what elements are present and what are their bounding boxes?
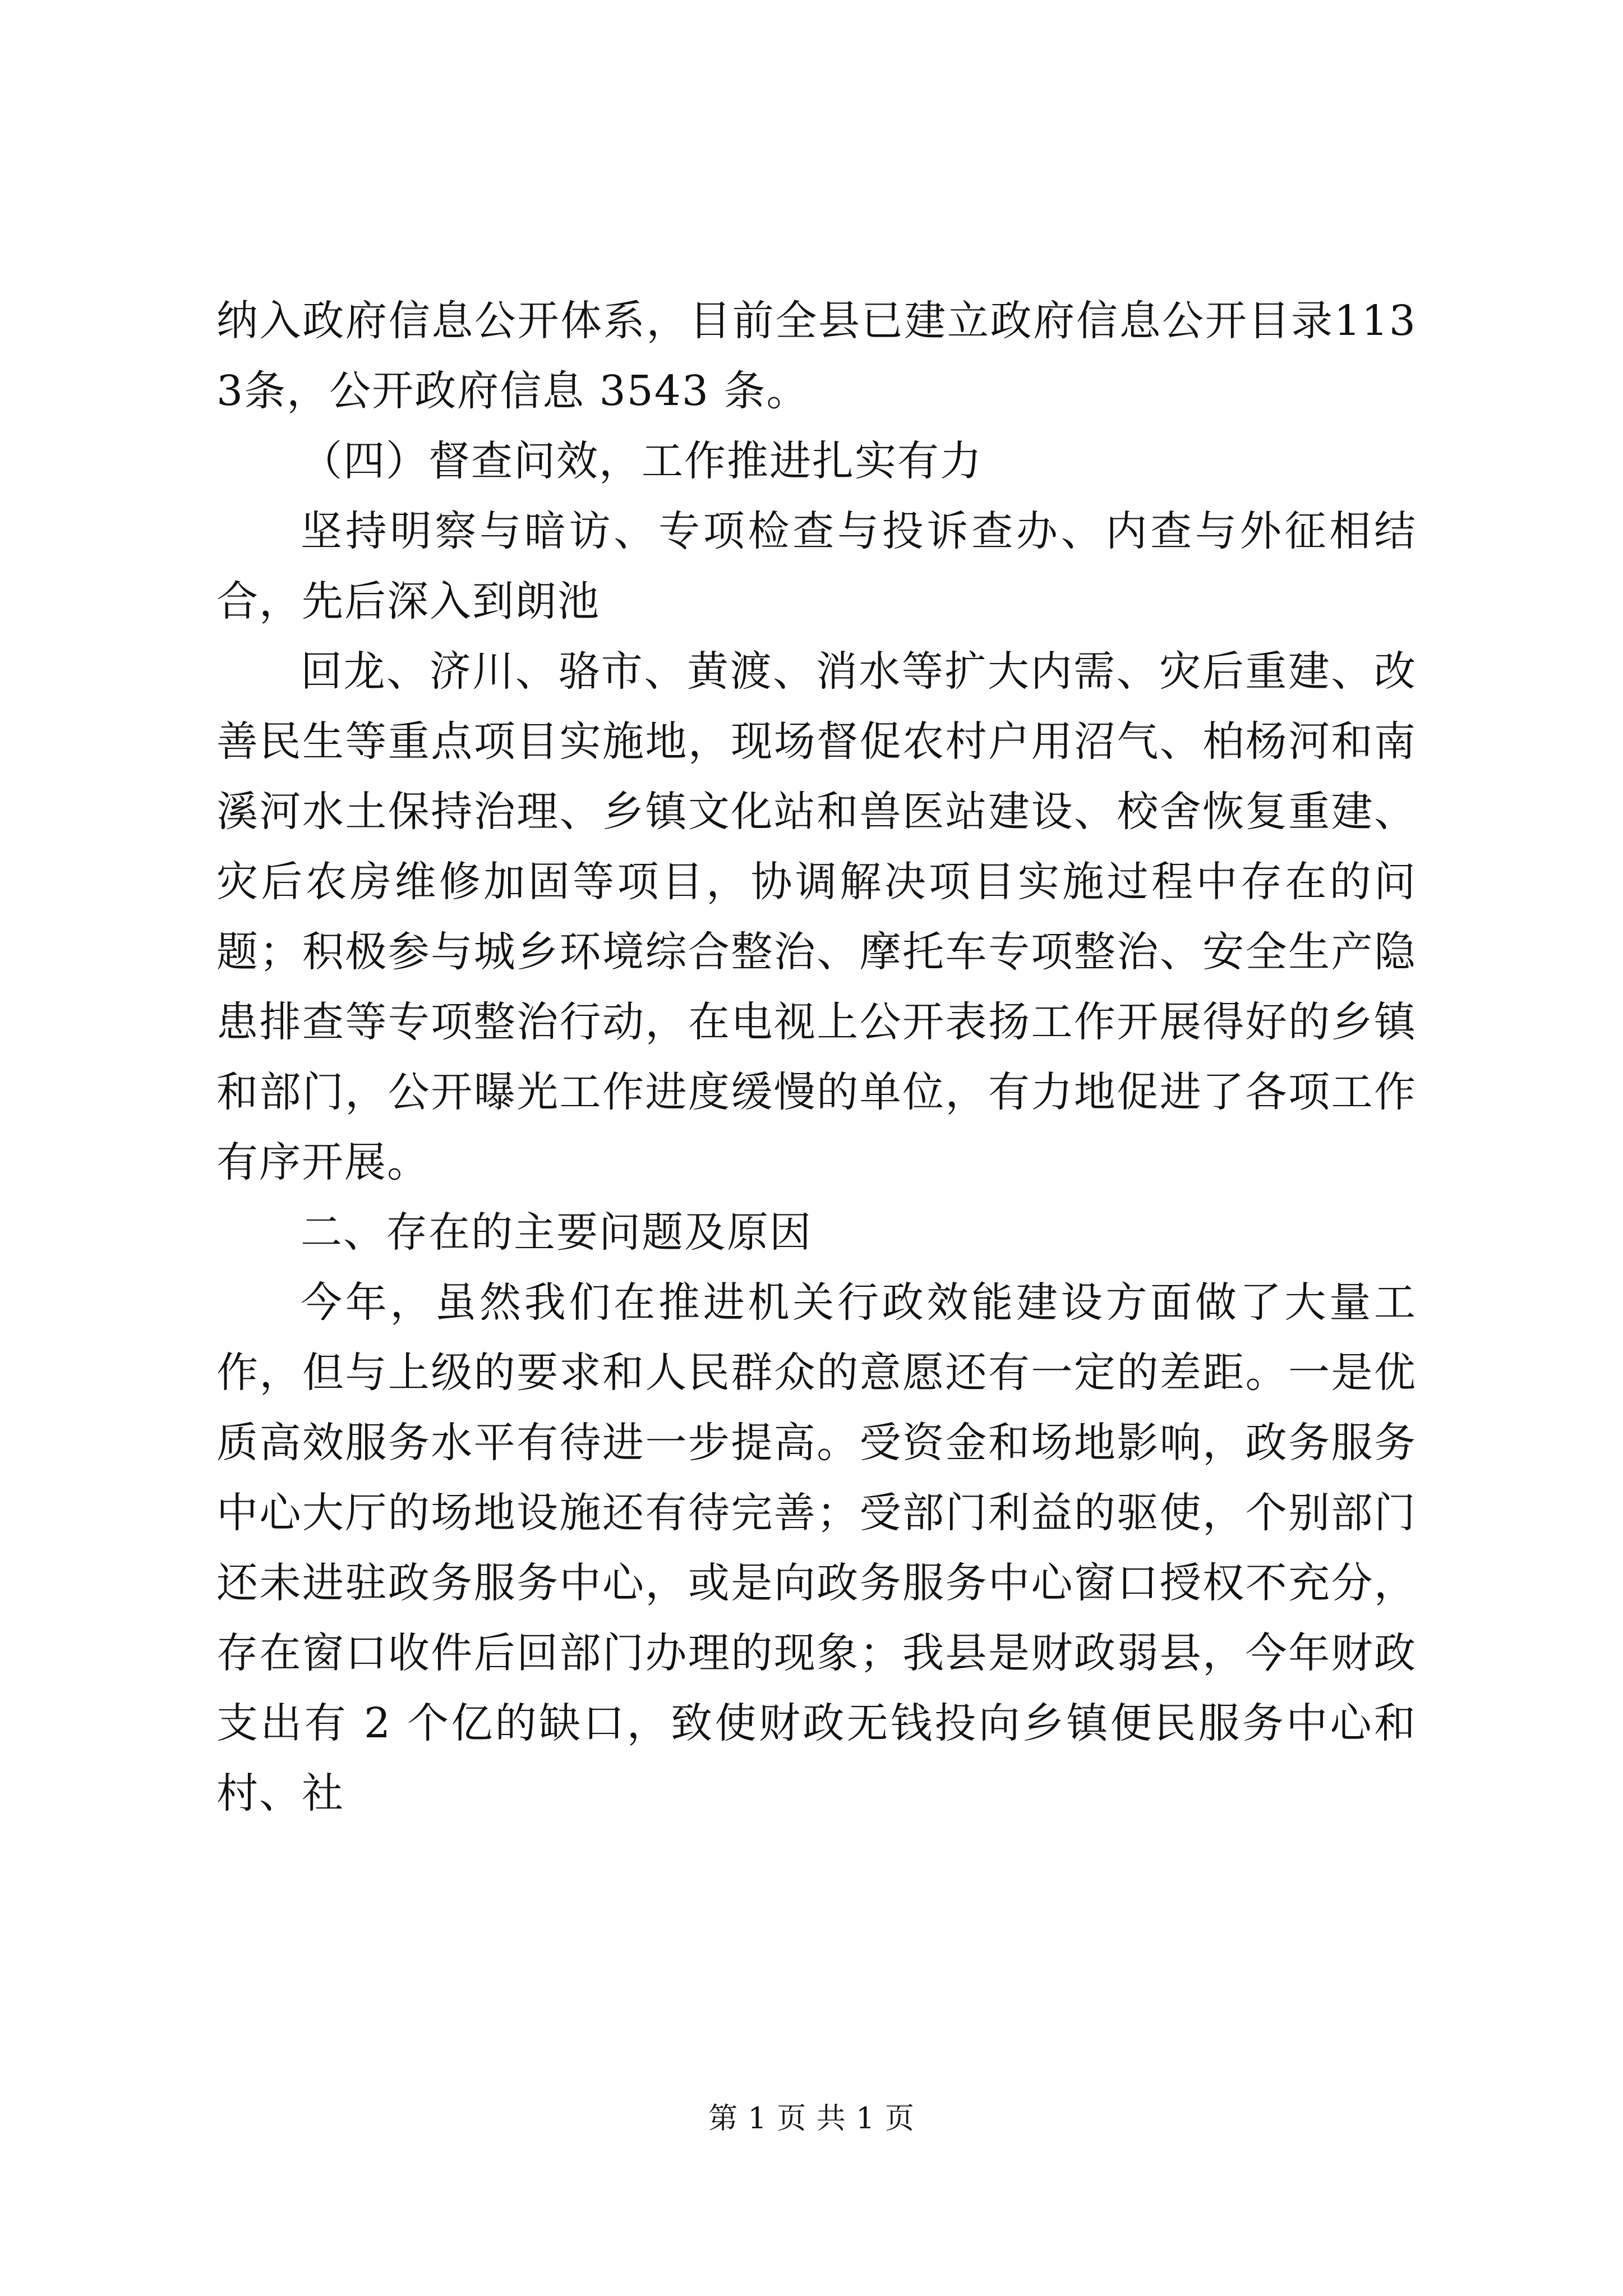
paragraph-3: 回龙、济川、骆市、黄渡、消水等扩大内需、灾后重建、改善民生等重点项目实施地，现场督促农村户用沼气、柏杨河和南溪河水土保持治理、乡镇文化站和兽医站建设、校舍恢复重建、灾后农房维修加固等项目，协调解决项目实施过程中存在的问题；积极参与城乡环境综合整治、摩托车专项整治、安全生产隐患排查等专项整治行动，在电视上公开表扬工作开展得好的乡镇和部门，公开曝光工作进度缓慢的单位，有力地促进了各项工作有序开展。: [216, 647, 1417, 1186]
section-heading-4: （四）督查问效，工作推进扎实有力: [301, 437, 983, 485]
page-footer: 第 1 页 共 1 页: [708, 2102, 915, 2136]
section-heading-2: 二、存在的主要问题及原因: [301, 1208, 812, 1257]
paragraph-2: 坚持明察与暗访、专项检查与投诉查办、内查与外征相结合，先后深入到朗池: [216, 507, 1417, 625]
document-body: [216, 286, 1417, 1829]
paragraph-4: 今年，虽然我们在推进机关行政效能建设方面做了大量工作，但与上级的要求和人民群众的意愿还有一定的差距。一是优质高效服务水平有待进一步提高。受资金和场地影响，政务服务中心大厅的场地设施还有待完善；受部门利益的驱使，个别部门还未进驻政务服务中心，或是向政务服务中心窗口授权不充分，存在窗口收件后回部门办理的现象；我县是财政弱县，今年财政支出有 2 个亿的缺口，致使财政无钱投向乡镇便民服务中心和村、社: [216, 1278, 1417, 1818]
paragraph-1: 纳入政府信息公开体系，目前全县已建立政府信息公开目录1133条，公开政府信息 3543 条。: [216, 297, 1417, 415]
